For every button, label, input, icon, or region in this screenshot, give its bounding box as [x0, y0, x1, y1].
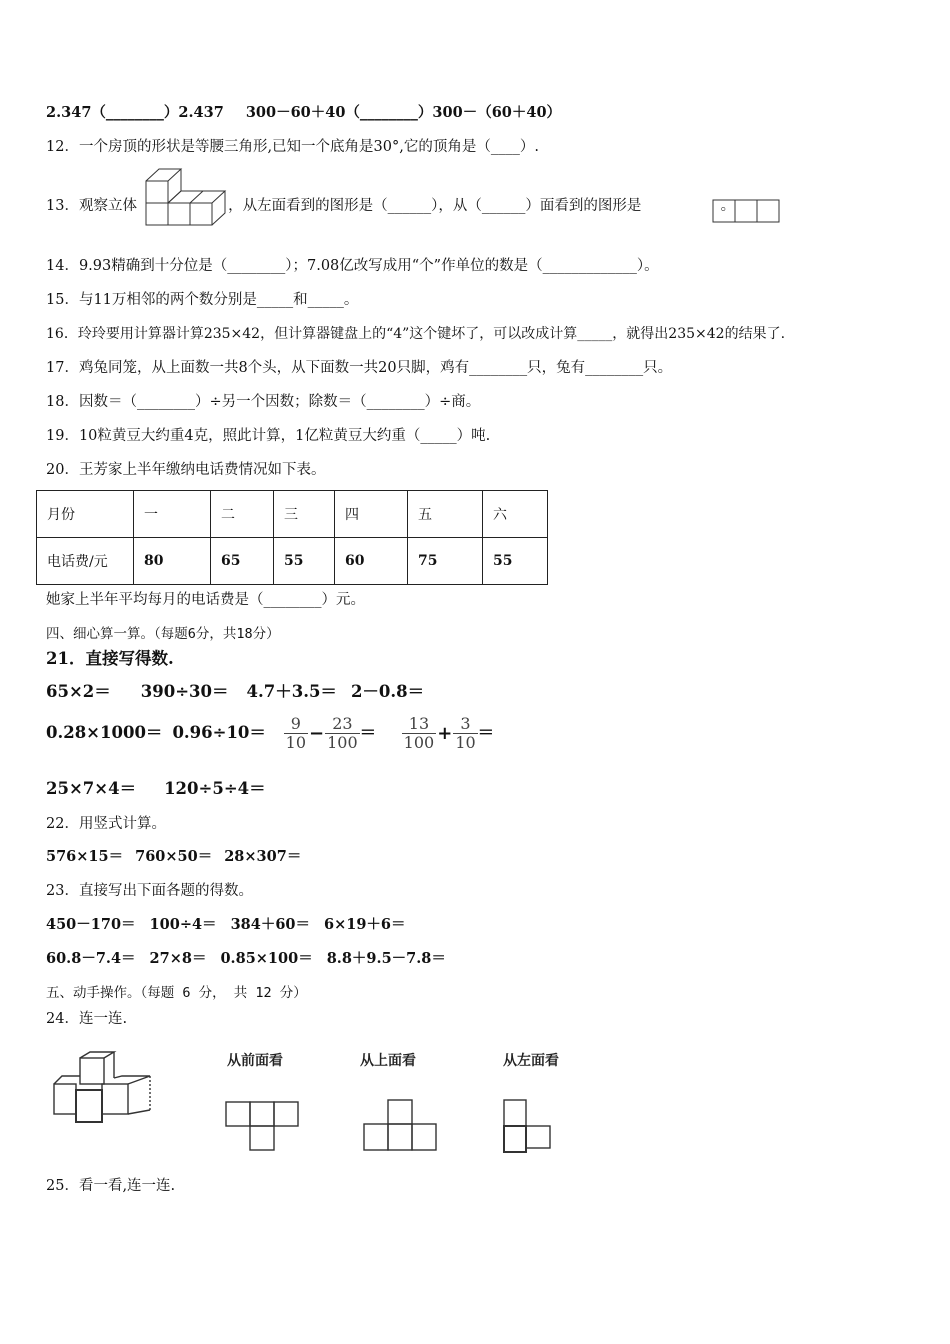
plus-sign: + — [437, 722, 453, 744]
q11-line — [46, 104, 561, 122]
q22-item: 28×307＝ — [224, 848, 302, 865]
q23-item: 450－170＝ — [46, 916, 136, 933]
fraction: $\frac{23}{100}$ — [327, 714, 358, 752]
q23-row1 — [46, 916, 406, 934]
q21-item: 65×2＝ — [46, 682, 111, 701]
view-label-top: 从上面看 — [360, 1053, 416, 1069]
q21-item: 2－0.8＝ — [350, 682, 425, 701]
q24-title: 24．连一连. — [46, 1011, 128, 1027]
table-cell: 60 — [335, 538, 408, 585]
fraction: $\frac{9}{10}$ — [285, 714, 307, 752]
q18: 18．因数＝（________）÷另一个因数；除数＝（________）÷商。 — [46, 394, 481, 410]
table-header-cell: 四 — [335, 491, 408, 538]
q23-item: 60.8－7.4＝ — [46, 950, 136, 967]
q13-prefix: 13．观察立体 — [46, 198, 137, 214]
view-left-figure — [500, 1098, 560, 1158]
q23-item: 8.8＋9.5－7.8＝ — [326, 950, 446, 967]
q21-item: 0.96÷10＝ — [172, 723, 266, 742]
q20-question: 她家上半年平均每月的电话费是（________）元。 — [46, 592, 365, 608]
q20-title: 20．王芳家上半年缴纳电话费情况如下表。 — [46, 462, 326, 478]
fraction: $\frac{3}{10}$ — [455, 714, 476, 752]
q13-view-figure — [712, 199, 782, 225]
q17: 17．鸡兔同笼，从上面数一共8个头，从下面数一共20只脚，鸡有________只，兔有________只。 — [46, 360, 673, 376]
table-row — [37, 538, 548, 585]
q21-item: 0.28×1000＝ — [46, 723, 163, 742]
q21-row3 — [46, 780, 266, 798]
q23-row2 — [46, 950, 446, 968]
q22-item: 760×50＝ — [135, 848, 213, 865]
section4-heading: 四、细心算一算。（每题6分，共18分） — [46, 626, 280, 642]
view-top-figure — [362, 1098, 442, 1154]
view-label-front: 从前面看 — [227, 1053, 283, 1069]
table-row-label: 电话费/元 — [37, 538, 134, 585]
q12: 12．一个房顶的形状是等腰三角形,已知一个底角是30°,它的顶角是（____）. — [46, 139, 539, 155]
q15: 15．与11万相邻的两个数分别是_____和_____。 — [46, 292, 359, 308]
q23-item: 100÷4＝ — [149, 916, 217, 933]
q21-item: 4.7＋3.5＝ — [246, 682, 337, 701]
q22-items — [46, 848, 301, 866]
q16: 16．玲玲要用计算器计算235×42，但计算器键盘上的“4”这个键坏了，可以改成计算_____，就得出235×42的结果了. — [46, 326, 786, 342]
table-header-cell: 二 — [211, 491, 274, 538]
q13-solid-figure — [145, 165, 230, 227]
q21-item: 120÷5÷4＝ — [164, 779, 266, 798]
q19: 19．10粒黄豆大约重4克，照此计算，1亿粒黄豆大约重（_____）吨. — [46, 428, 491, 444]
table-cell: 55 — [483, 538, 548, 585]
table-header-cell: 三 — [274, 491, 335, 538]
q21-row1 — [46, 683, 424, 701]
table-header-cell: 六 — [483, 491, 548, 538]
table-header-cell: 五 — [408, 491, 483, 538]
table-cell: 55 — [274, 538, 335, 585]
q23-title: 23．直接写出下面各题的得数。 — [46, 883, 253, 899]
q21-row2 — [46, 712, 494, 755]
view-label-left: 从左面看 — [503, 1053, 559, 1069]
q23-item: 0.85×100＝ — [220, 950, 313, 967]
minus-sign: − — [309, 722, 325, 744]
table-cell: 75 — [408, 538, 483, 585]
section5-heading: 五、动手操作。（每题 6 分， 共 12 分） — [46, 985, 307, 1001]
q22-title: 22．用竖式计算。 — [46, 816, 166, 832]
q13-middle: ，从左面看到的图形是（______），从（______）面看到的图形是 — [228, 198, 642, 214]
table-cell: 80 — [134, 538, 211, 585]
view-front-figure — [224, 1098, 304, 1154]
table-header-cell: 月份 — [37, 491, 134, 538]
table-header-cell: 一 — [134, 491, 211, 538]
q21-item: 25×7×4＝ — [46, 779, 137, 798]
table-cell: 65 — [211, 538, 274, 585]
q11-part1: 2.347（________）2.437 — [46, 104, 224, 121]
q23-item: 384＋60＝ — [230, 916, 311, 933]
phone-fee-table — [36, 490, 548, 585]
q21-item: 390÷30＝ — [140, 682, 229, 701]
q22-item: 576×15＝ — [46, 848, 124, 865]
q13-suffix: 。 — [720, 198, 736, 214]
q25-title: 25．看一看,连一连. — [46, 1178, 176, 1194]
q14: 14．9.93精确到十分位是（________）；7.08亿改写成用“个”作单位的数是（_____________）。 — [46, 258, 659, 274]
fraction: $\frac{13}{100}$ — [403, 714, 435, 752]
q24-solid-figure — [50, 1050, 162, 1128]
equals-sign: ＝ — [359, 723, 377, 742]
table-header-row — [37, 491, 548, 538]
q11-part2: 300－60＋40（________）300－（60＋40） — [245, 104, 562, 121]
equals-sign: ＝ — [477, 723, 495, 742]
q21-title: 21．直接写得数. — [46, 649, 174, 668]
q23-item: 6×19＋6＝ — [324, 916, 406, 933]
q23-item: 27×8＝ — [149, 950, 207, 967]
